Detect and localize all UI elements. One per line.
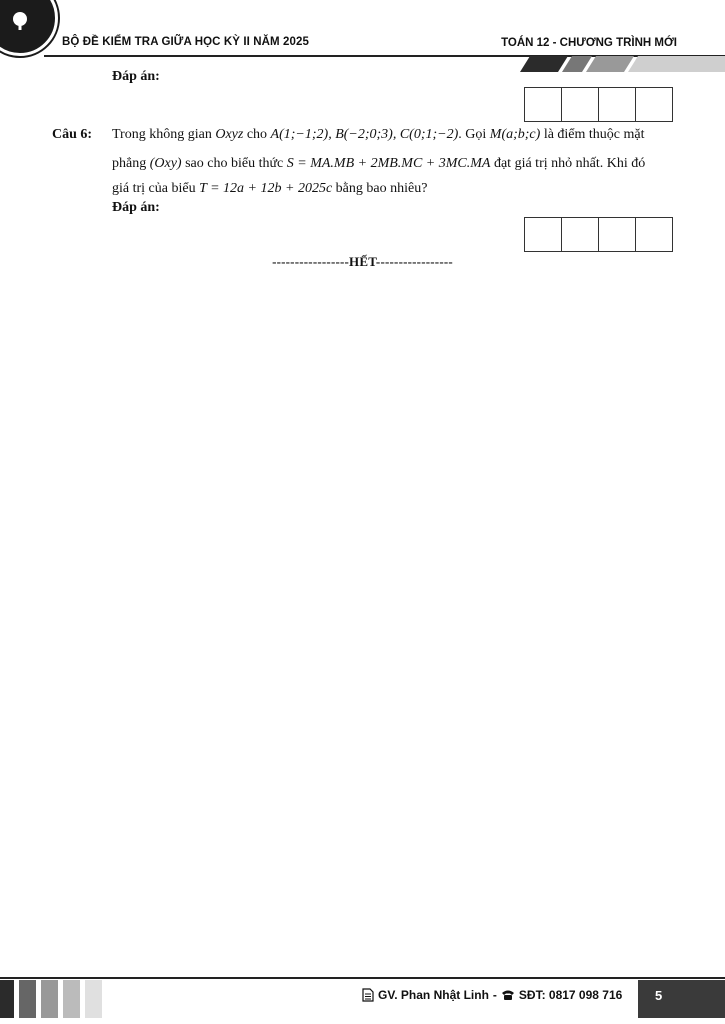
footer-contact [362, 988, 622, 1002]
footer-author: GV. Phan Nhật Linh [378, 988, 489, 1002]
math-oxyz: Oxyz [215, 127, 244, 142]
answer-label: Đáp án: [112, 200, 160, 215]
question-line-3 [112, 180, 427, 198]
answer-cell[interactable] [525, 218, 562, 251]
answer-box[interactable] [524, 217, 673, 252]
text-segment: . Gọi [458, 127, 490, 142]
footer-bar [63, 980, 80, 1018]
math-expression-s: S = MA.MB + 2MB.MC + 3MC.MA [286, 156, 491, 171]
header-subject: TOÁN 12 - CHƯƠNG TRÌNH MỚI [501, 37, 677, 49]
text-segment: cho [243, 127, 271, 142]
text-segment: bằng bao nhiêu? [332, 181, 428, 196]
page-number: 5 [655, 988, 663, 1003]
math-point-m: M(a;b;c) [489, 127, 541, 142]
question-line-1 [112, 126, 645, 144]
answer-cell[interactable] [562, 218, 599, 251]
footer-bar [0, 980, 14, 1018]
answer-cell[interactable] [562, 88, 599, 121]
corner-logo [0, 0, 58, 56]
question-line-2 [112, 155, 645, 173]
math-expression-t: T = 12a + 12b + 2025c [199, 181, 333, 196]
text-segment: sao cho biểu thức [181, 156, 287, 171]
math-plane: (Oxy) [149, 156, 182, 171]
answer-cell[interactable] [636, 88, 672, 121]
end-marker: -----------------HẾT----------------- [272, 254, 453, 269]
answer-cell[interactable] [599, 88, 636, 121]
phone-icon [501, 989, 515, 1001]
footer-bars [0, 980, 107, 1018]
footer-bar [85, 980, 102, 1018]
footer-bar [19, 980, 36, 1018]
answer-box[interactable] [524, 87, 673, 122]
document-icon [362, 988, 374, 1002]
answer-label: Đáp án: [112, 69, 160, 84]
header-stripes [520, 56, 725, 72]
tree-icon [9, 11, 31, 31]
page-number-box [638, 980, 725, 1018]
footer-bar [41, 980, 58, 1018]
question-label: Câu 6: [52, 127, 93, 142]
footer-separator: - [492, 988, 497, 1002]
text-segment: giá trị của biểu [112, 181, 200, 196]
text-segment: là điểm thuộc mặt [540, 127, 645, 142]
text-segment: phẳng [112, 156, 150, 171]
footer-phone: SĐT: 0817 098 716 [518, 988, 623, 1002]
answer-cell[interactable] [525, 88, 562, 121]
footer-divider [0, 977, 725, 979]
math-points: A(1;−1;2), B(−2;0;3), C(0;1;−2) [270, 127, 459, 142]
answer-cell[interactable] [599, 218, 636, 251]
header-title: BỘ ĐỀ KIỂM TRA GIỮA HỌC KỲ II NĂM 2025 [62, 36, 309, 48]
answer-cell[interactable] [636, 218, 672, 251]
text-segment: đạt giá trị nhỏ nhất. Khi đó [490, 156, 646, 171]
text-segment: Trong không gian [112, 127, 216, 142]
